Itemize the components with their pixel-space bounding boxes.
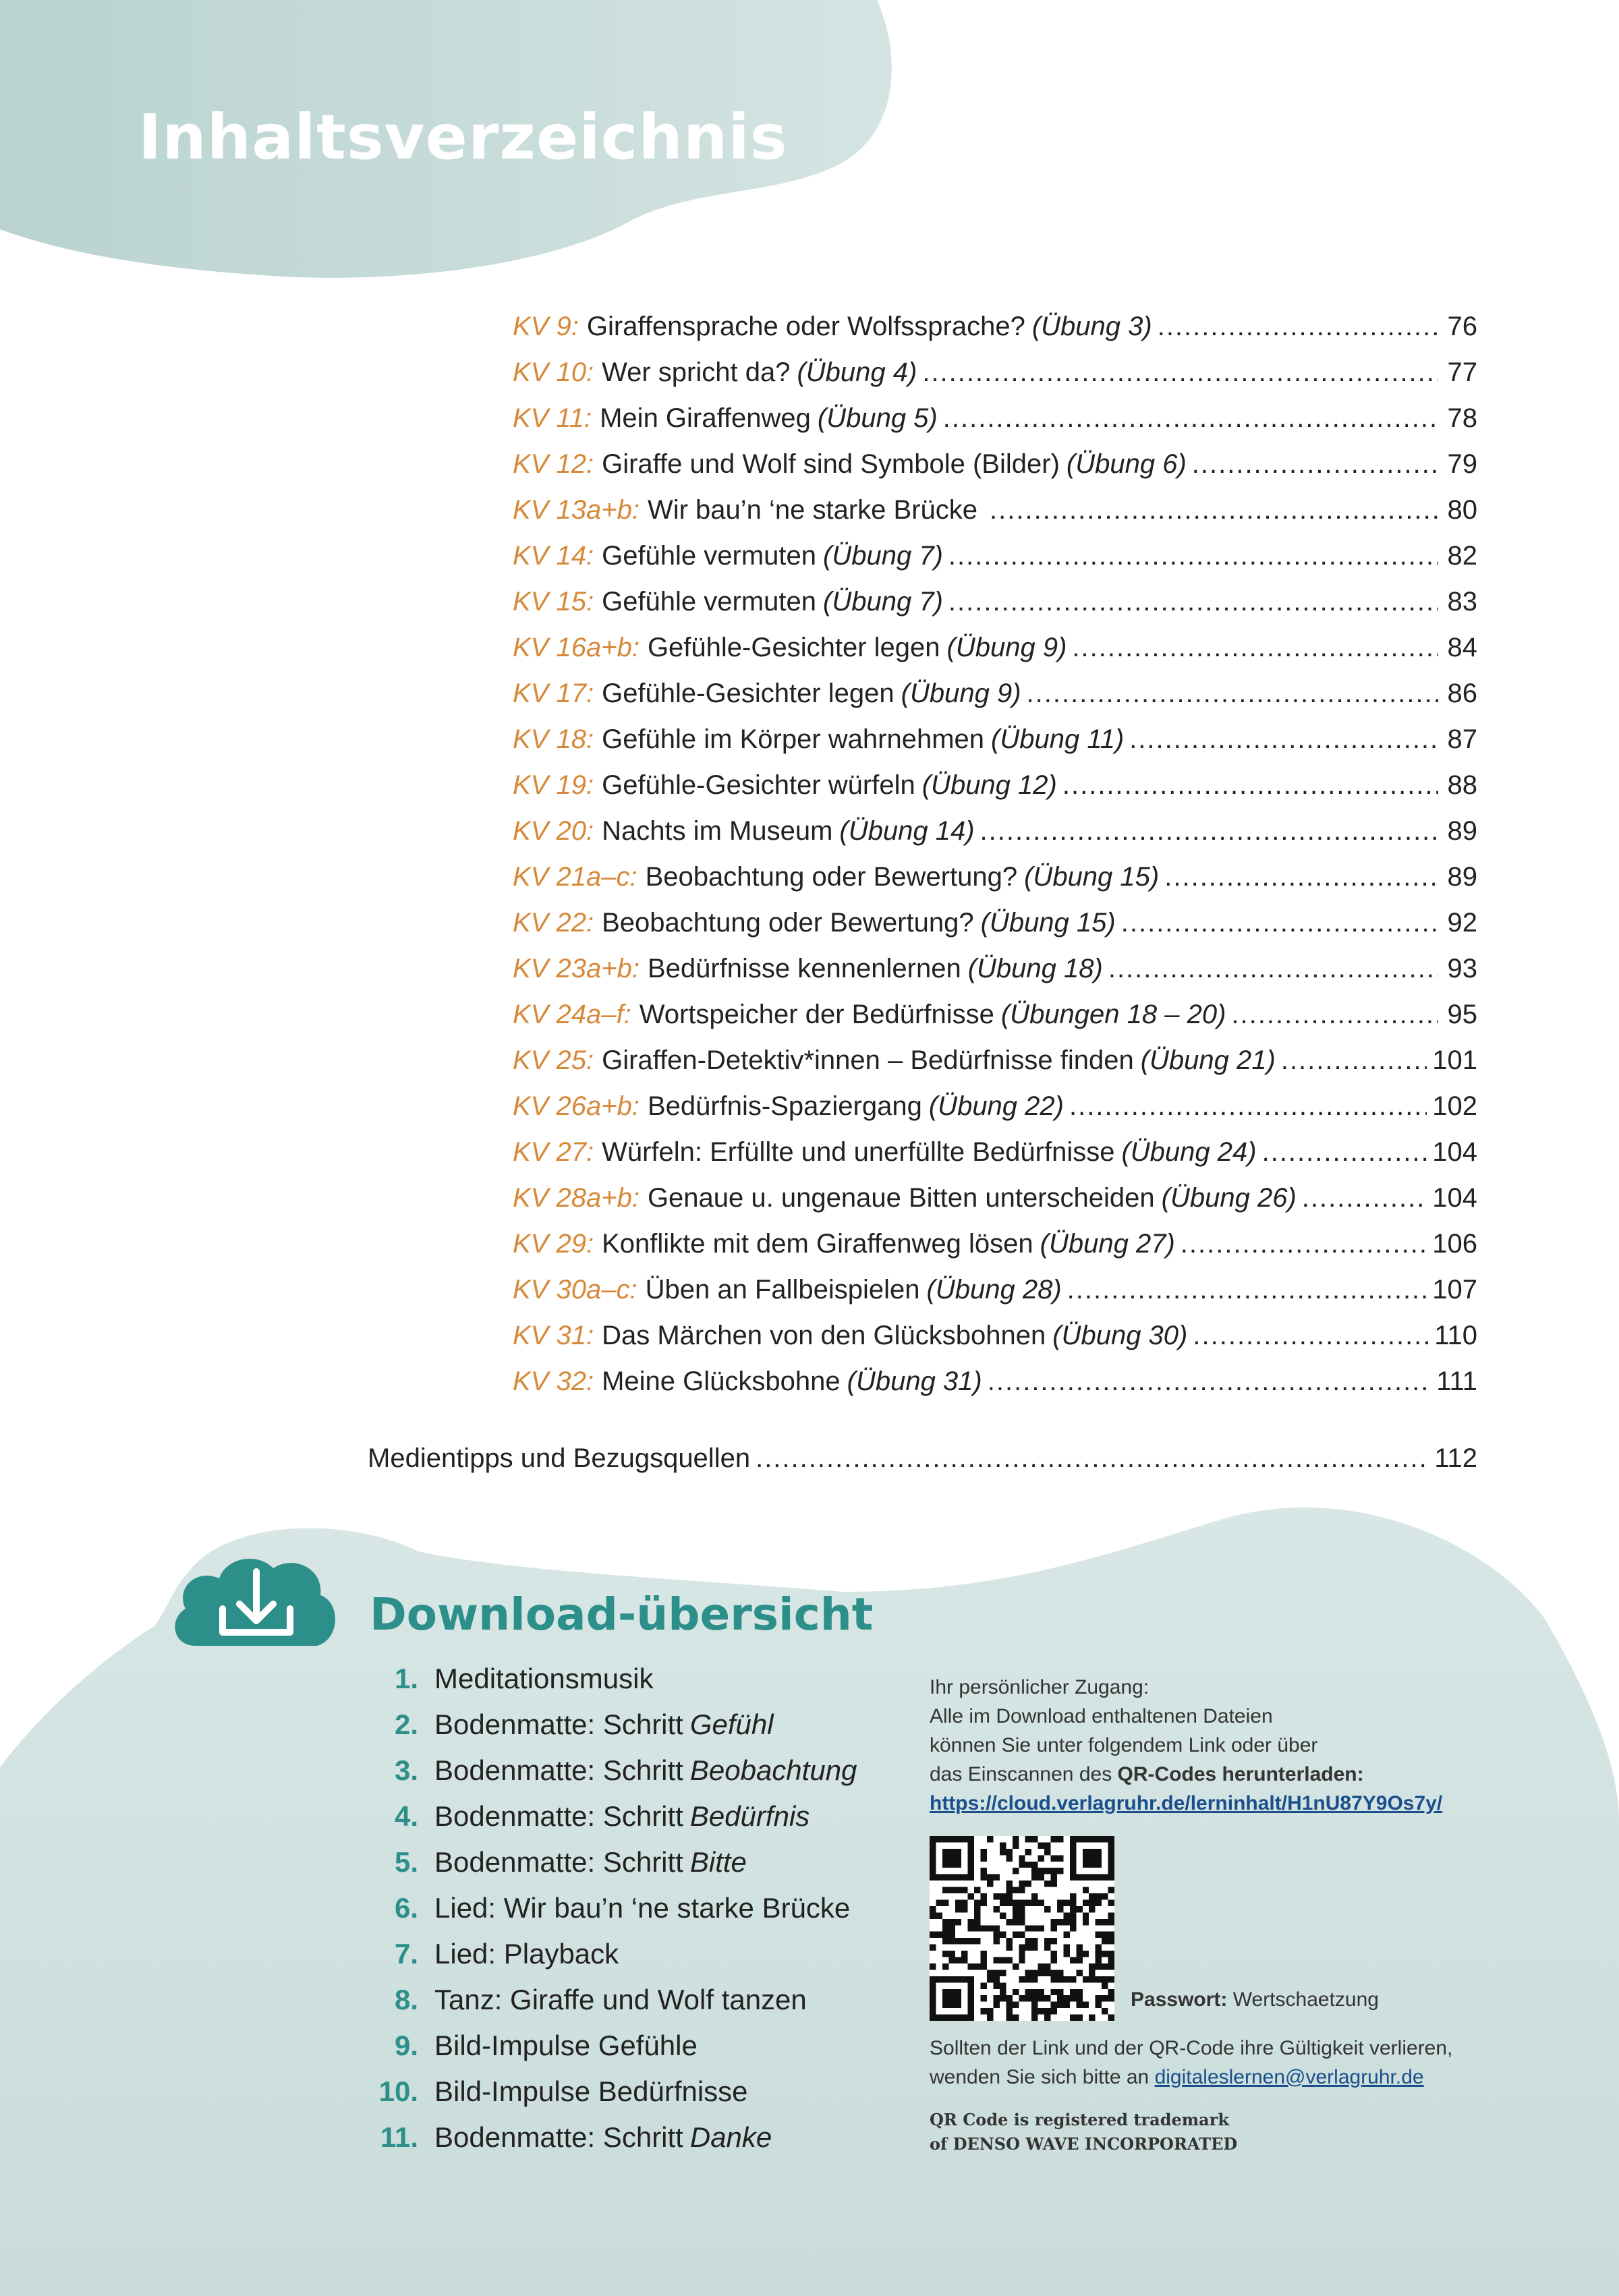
entry-exercise: (Übung 26) bbox=[1161, 1183, 1297, 1213]
entry-title: Bedürfnis-Spaziergang bbox=[647, 1091, 922, 1121]
toc-row bbox=[513, 449, 1477, 495]
entry-exercise: (Übung 15) bbox=[980, 908, 1116, 938]
download-item[interactable] bbox=[364, 2030, 857, 2075]
download-item[interactable] bbox=[364, 1938, 857, 1984]
item-emphasis: Danke bbox=[689, 2121, 772, 2153]
page-number: 104 bbox=[1432, 1137, 1477, 1167]
toc-row bbox=[513, 862, 1477, 908]
toc-row bbox=[513, 541, 1477, 587]
page-number: 89 bbox=[1447, 862, 1477, 892]
kv-number: KV 15: bbox=[513, 587, 594, 616]
kv-number: KV 28a+b: bbox=[513, 1183, 640, 1213]
dot-leader bbox=[1072, 633, 1438, 663]
page-number: 89 bbox=[1447, 816, 1477, 846]
access-line: Alle im Download enthaltenen Dateien bbox=[930, 1705, 1273, 1727]
entry-exercise: (Übung 5) bbox=[817, 403, 938, 433]
dot-leader bbox=[1193, 1321, 1429, 1351]
item-number: 9. bbox=[394, 2030, 418, 2061]
item-text: Bodenmatte: Schritt bbox=[434, 2121, 683, 2153]
kv-number: KV 18: bbox=[513, 724, 594, 754]
entry-title: Konflikte mit dem Giraffenweg lösen bbox=[602, 1229, 1033, 1259]
dot-leader bbox=[1262, 1137, 1427, 1168]
page-number: 86 bbox=[1447, 679, 1477, 708]
access-line: können Sie unter folgendem Link oder über bbox=[930, 1734, 1318, 1756]
kv-number: KV 23a+b: bbox=[513, 954, 640, 983]
download-link[interactable]: https://cloud.verlagruhr.de/lerninhalt/H1nU87Y9Os7y/ bbox=[930, 1792, 1443, 1814]
download-item[interactable] bbox=[364, 1846, 857, 1892]
dot-leader bbox=[1108, 954, 1438, 984]
entry-exercise: (Übung 9) bbox=[901, 679, 1021, 708]
item-text: Meditationsmusik bbox=[434, 1663, 654, 1694]
toc-row bbox=[513, 587, 1477, 633]
kv-number: KV 22: bbox=[513, 908, 594, 938]
item-emphasis: Bitte bbox=[689, 1846, 747, 1878]
entry-exercise: (Übung 30) bbox=[1052, 1321, 1188, 1350]
password-info bbox=[1131, 1988, 1379, 2011]
item-number: 7. bbox=[394, 1938, 418, 1970]
page-number: 107 bbox=[1432, 1275, 1477, 1304]
toc-row bbox=[513, 770, 1477, 816]
entry-exercise: (Übung 7) bbox=[823, 541, 943, 571]
toc-row bbox=[513, 312, 1477, 357]
entry-exercise: (Übung 11) bbox=[991, 724, 1125, 754]
kv-number: KV 30a–c: bbox=[513, 1275, 637, 1304]
page-number: 106 bbox=[1432, 1229, 1477, 1259]
note-line: Sollten der Link und der QR-Code ihre Gültigkeit verlieren, bbox=[930, 2037, 1453, 2059]
download-item[interactable] bbox=[364, 1800, 857, 1846]
item-text: Bild-Impulse Bedürfnisse bbox=[434, 2075, 748, 2107]
kv-number: KV 12: bbox=[513, 449, 594, 479]
entry-title: Beobachtung oder Bewertung? bbox=[645, 862, 1018, 892]
entry-title: Das Märchen von den Glücksbohnen bbox=[602, 1321, 1046, 1350]
entry-title: Wir bau’n ‘ne starke Brücke bbox=[647, 495, 978, 525]
entry-title: Wortspeicher der Bedürfnisse bbox=[639, 1000, 994, 1029]
download-item[interactable] bbox=[364, 1663, 857, 1709]
page-number: 112 bbox=[1434, 1443, 1477, 1473]
kv-number: KV 11: bbox=[513, 403, 592, 433]
dot-leader bbox=[1027, 679, 1438, 709]
entry-title: Giraffe und Wolf sind Symbole (Bilder) bbox=[602, 449, 1060, 479]
kv-number: KV 26a+b: bbox=[513, 1091, 640, 1121]
item-number: 6. bbox=[394, 1892, 418, 1924]
toc-row bbox=[513, 1275, 1477, 1321]
page-number: 78 bbox=[1447, 403, 1477, 433]
item-text: Bild-Impulse Gefühle bbox=[434, 2030, 698, 2061]
page-number: 87 bbox=[1447, 724, 1477, 754]
toc-row bbox=[368, 1443, 1477, 1489]
entry-title: Medientipps und Bezugsquellen bbox=[368, 1443, 751, 1473]
toc-row bbox=[513, 908, 1477, 954]
qr-code[interactable] bbox=[930, 1836, 1114, 2021]
entry-title: Gefühle im Körper wahrnehmen bbox=[602, 724, 985, 754]
entry-title: Würfeln: Erfüllte und unerfüllte Bedürfnisse bbox=[602, 1137, 1115, 1167]
entry-exercise: (Übung 12) bbox=[921, 770, 1057, 800]
item-text: Bodenmatte: Schritt bbox=[434, 1709, 683, 1740]
item-number: 10. bbox=[378, 2075, 418, 2107]
entry-exercise: (Übung 27) bbox=[1040, 1229, 1175, 1259]
entry-exercise: (Übung 3) bbox=[1031, 312, 1152, 341]
dot-leader bbox=[1164, 862, 1438, 892]
page-number: 76 bbox=[1447, 312, 1477, 341]
page-number: 111 bbox=[1436, 1367, 1477, 1396]
dot-leader bbox=[1069, 1091, 1427, 1122]
download-item[interactable] bbox=[364, 2121, 857, 2167]
password-value: Wertschaetzung bbox=[1232, 1988, 1379, 2011]
entry-exercise: (Übung 31) bbox=[847, 1367, 982, 1396]
kv-number: KV 24a–f: bbox=[513, 1000, 631, 1029]
item-text: Bodenmatte: Schritt bbox=[434, 1846, 683, 1878]
entry-exercise: (Übung 9) bbox=[946, 633, 1067, 662]
toc-row bbox=[513, 633, 1477, 679]
dot-leader bbox=[1158, 312, 1438, 342]
download-item[interactable] bbox=[364, 1892, 857, 1938]
toc-row bbox=[513, 954, 1477, 1000]
support-email-link[interactable]: digitaleslernen@verlagruhr.de bbox=[1154, 2066, 1424, 2088]
trademark-line: QR Code is registered trademark bbox=[930, 2110, 1229, 2129]
entry-title: Mein Giraffenweg bbox=[600, 403, 811, 433]
toc-row bbox=[513, 1000, 1477, 1045]
dot-leader bbox=[1129, 724, 1438, 755]
dot-leader bbox=[1062, 770, 1438, 801]
page-number: 104 bbox=[1432, 1183, 1477, 1213]
toc-row bbox=[513, 1137, 1477, 1183]
entry-title: Beobachtung oder Bewertung? bbox=[602, 908, 974, 938]
download-item[interactable] bbox=[364, 2075, 857, 2121]
access-line bbox=[930, 1760, 1537, 1789]
kv-number: KV 17: bbox=[513, 679, 594, 708]
dot-leader bbox=[1121, 908, 1438, 938]
entry-exercise: (Übung 14) bbox=[839, 816, 975, 846]
toc-row bbox=[513, 1321, 1477, 1367]
dot-leader bbox=[948, 541, 1438, 571]
page-number: 79 bbox=[1447, 449, 1477, 479]
dot-leader bbox=[1302, 1183, 1427, 1213]
entry-title: Gefühle vermuten bbox=[602, 541, 817, 571]
item-number: 5. bbox=[394, 1846, 418, 1878]
page-number: 92 bbox=[1447, 908, 1477, 938]
dot-leader bbox=[1067, 1275, 1427, 1305]
page-number: 101 bbox=[1432, 1045, 1477, 1075]
dot-leader bbox=[988, 1367, 1431, 1397]
page-number: 80 bbox=[1447, 495, 1477, 525]
access-line: Ihr persönlicher Zugang: bbox=[930, 1676, 1149, 1698]
kv-number: KV 31: bbox=[513, 1321, 594, 1350]
entry-exercise: (Übung 21) bbox=[1140, 1045, 1276, 1075]
entry-title: Wer spricht da? bbox=[602, 357, 791, 387]
access-line-bold: QR-Codes herunterladen: bbox=[1117, 1763, 1364, 1785]
dot-leader bbox=[980, 816, 1438, 846]
toc-row bbox=[513, 495, 1477, 541]
dot-leader bbox=[943, 403, 1438, 434]
dot-leader bbox=[1281, 1045, 1427, 1076]
dot-leader bbox=[990, 495, 1438, 525]
kv-number: KV 21a–c: bbox=[513, 862, 637, 892]
kv-number: KV 32: bbox=[513, 1367, 594, 1396]
item-number: 3. bbox=[394, 1754, 418, 1786]
kv-number: KV 27: bbox=[513, 1137, 594, 1167]
entry-title: Gefühle vermuten bbox=[602, 587, 817, 616]
download-item[interactable] bbox=[364, 1709, 857, 1754]
download-cloud-icon bbox=[169, 1545, 344, 1659]
toc-row bbox=[513, 1183, 1477, 1229]
item-emphasis: Beobachtung bbox=[689, 1754, 857, 1786]
kv-number: KV 16a+b: bbox=[513, 633, 640, 662]
kv-number: KV 20: bbox=[513, 816, 594, 846]
entry-exercise: (Übung 22) bbox=[928, 1091, 1064, 1121]
entry-title: Gefühle-Gesichter würfeln bbox=[602, 770, 915, 800]
item-number: 4. bbox=[394, 1800, 418, 1832]
note-line bbox=[930, 2063, 1537, 2092]
entry-exercise: (Übung 7) bbox=[823, 587, 943, 616]
toc-row bbox=[513, 403, 1477, 449]
item-number: 1. bbox=[394, 1663, 418, 1694]
password-label: Passwort: bbox=[1131, 1988, 1228, 2011]
entry-exercise: (Übung 4) bbox=[797, 357, 917, 387]
entry-title: Bedürfnisse kennenlernen bbox=[647, 954, 961, 983]
dot-leader bbox=[922, 357, 1438, 388]
item-text: Bodenmatte: Schritt bbox=[434, 1800, 683, 1832]
item-emphasis: Gefühl bbox=[689, 1709, 774, 1740]
download-item[interactable] bbox=[364, 1754, 857, 1800]
item-number: 2. bbox=[394, 1709, 418, 1740]
item-text: Lied: Wir bau’n ‘ne starke Brücke bbox=[434, 1892, 851, 1924]
page-number: 88 bbox=[1447, 770, 1477, 800]
dot-leader bbox=[948, 587, 1438, 617]
dot-leader bbox=[1192, 449, 1438, 480]
dot-leader bbox=[1231, 1000, 1438, 1030]
toc-row bbox=[513, 724, 1477, 770]
item-text: Bodenmatte: Schritt bbox=[434, 1754, 683, 1786]
kv-number: KV 25: bbox=[513, 1045, 594, 1075]
entry-exercise: (Übung 18) bbox=[967, 954, 1103, 983]
toc-row bbox=[513, 1091, 1477, 1137]
entry-exercise: (Übungen 18 – 20) bbox=[1000, 1000, 1226, 1029]
kv-number: KV 14: bbox=[513, 541, 594, 571]
entry-exercise: (Übung 24) bbox=[1121, 1137, 1257, 1167]
kv-number: KV 9: bbox=[513, 312, 579, 341]
kv-number: KV 10: bbox=[513, 357, 594, 387]
entry-title: Üben an Fallbeispielen bbox=[645, 1275, 920, 1304]
validity-note bbox=[930, 2034, 1537, 2092]
kv-number: KV 29: bbox=[513, 1229, 594, 1259]
toc-row bbox=[513, 357, 1477, 403]
item-emphasis: Bedürfnis bbox=[689, 1800, 810, 1832]
trademark-note bbox=[930, 2108, 1237, 2156]
page-number: 84 bbox=[1447, 633, 1477, 662]
entry-exercise: (Übung 6) bbox=[1066, 449, 1187, 479]
toc-row bbox=[513, 1229, 1477, 1275]
access-info bbox=[930, 1673, 1537, 1818]
entry-title: Meine Glücksbohne bbox=[602, 1367, 841, 1396]
page-number: 95 bbox=[1447, 1000, 1477, 1029]
page-number: 82 bbox=[1447, 541, 1477, 571]
item-number: 11. bbox=[380, 2121, 418, 2153]
page-title: Inhaltsverzeichnis bbox=[138, 101, 788, 173]
page-number: 102 bbox=[1432, 1091, 1477, 1121]
entry-exercise: (Übung 15) bbox=[1024, 862, 1160, 892]
toc-row bbox=[513, 679, 1477, 724]
download-list bbox=[364, 1663, 857, 2167]
toc-row bbox=[513, 1045, 1477, 1091]
toc-row bbox=[513, 816, 1477, 862]
download-heading: Download-übersicht bbox=[370, 1588, 874, 1640]
entry-title: Giraffensprache oder Wolfssprache? bbox=[586, 312, 1025, 341]
toc-row bbox=[513, 1367, 1477, 1412]
page-number: 77 bbox=[1447, 357, 1477, 387]
page-number: 110 bbox=[1434, 1321, 1477, 1350]
dot-leader bbox=[1181, 1229, 1427, 1259]
item-text: Tanz: Giraffe und Wolf tanzen bbox=[434, 1984, 807, 2015]
entry-exercise: (Übung 28) bbox=[926, 1275, 1062, 1304]
access-line-text: das Einscannen des bbox=[930, 1763, 1112, 1785]
item-number: 8. bbox=[394, 1984, 418, 2015]
entry-title: Gefühle-Gesichter legen bbox=[602, 679, 894, 708]
entry-title: Nachts im Museum bbox=[602, 816, 833, 846]
download-item[interactable] bbox=[364, 1984, 857, 2030]
entry-title: Giraffen-Detektiv*innen – Bedürfnisse finden bbox=[602, 1045, 1134, 1075]
extra-entry bbox=[368, 1443, 1477, 1489]
item-text: Lied: Playback bbox=[434, 1938, 619, 1970]
trademark-line: of DENSO WAVE INCORPORATED bbox=[930, 2134, 1238, 2154]
entry-title: Gefühle-Gesichter legen bbox=[647, 633, 940, 662]
page-number: 93 bbox=[1447, 954, 1477, 983]
note-text: wenden Sie sich bitte an bbox=[930, 2066, 1149, 2088]
entry-title: Genaue u. ungenaue Bitten unterscheiden bbox=[647, 1183, 1155, 1213]
dot-leader bbox=[756, 1443, 1429, 1474]
page-number: 83 bbox=[1447, 587, 1477, 616]
toc-list bbox=[513, 312, 1477, 1412]
kv-number: KV 13a+b: bbox=[513, 495, 640, 525]
kv-number: KV 19: bbox=[513, 770, 594, 800]
